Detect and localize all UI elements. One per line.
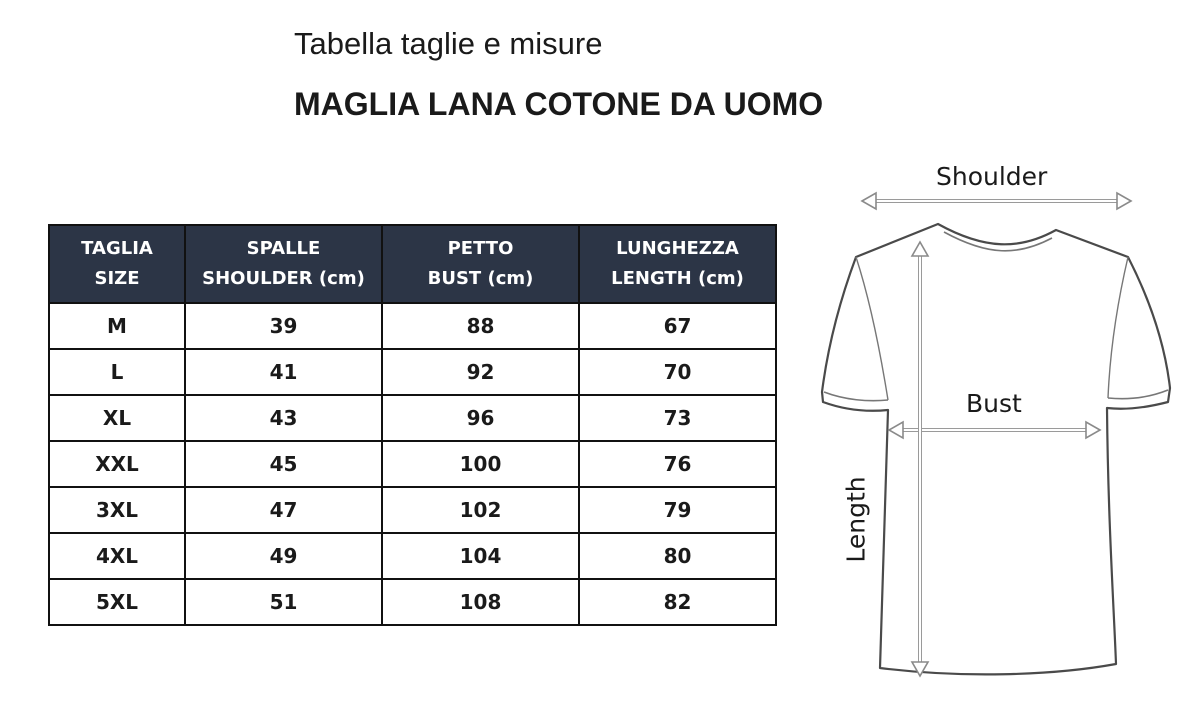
bust-label: Bust [966,389,1022,418]
cell-length: 80 [579,533,776,579]
cell-length: 73 [579,395,776,441]
size-table [48,224,777,626]
cell-shoulder: 49 [185,533,382,579]
cell-length: 70 [579,349,776,395]
table-row [49,441,776,487]
cell-shoulder: 43 [185,395,382,441]
header-bust [382,225,579,303]
cell-size: L [49,349,185,395]
table-row [49,533,776,579]
table-row [49,579,776,625]
cell-size: M [49,303,185,349]
cell-size: 3XL [49,487,185,533]
cell-length: 82 [579,579,776,625]
header-size [49,225,185,303]
length-label: Length [841,476,871,563]
header-bust-line2: BUST (cm) [427,268,534,289]
cell-length: 76 [579,441,776,487]
size-table-header-row [49,225,776,303]
table-row [49,487,776,533]
table-row [49,303,776,349]
cell-bust: 96 [382,395,579,441]
cell-bust: 88 [382,303,579,349]
cell-bust: 102 [382,487,579,533]
table-row [49,349,776,395]
cell-size: XL [49,395,185,441]
cell-size: 5XL [49,579,185,625]
header-length-line2: LENGTH (cm) [611,268,744,289]
shoulder-label: Shoulder [936,162,1048,191]
header-size-line1: TAGLIA [81,238,153,259]
header-shoulder [185,225,382,303]
header-shoulder-line1: SPALLE [246,238,321,259]
cell-size: 4XL [49,533,185,579]
cell-length: 79 [579,487,776,533]
header-shoulder-line2: SHOULDER (cm) [202,268,365,289]
cell-length: 67 [579,303,776,349]
tshirt-outline-icon [822,224,1170,674]
cell-bust: 104 [382,533,579,579]
cell-shoulder: 45 [185,441,382,487]
cell-shoulder: 47 [185,487,382,533]
cell-bust: 92 [382,349,579,395]
cell-bust: 100 [382,441,579,487]
header-size-line2: SIZE [94,268,140,289]
header-length [579,225,776,303]
cell-shoulder: 41 [185,349,382,395]
cell-size: XXL [49,441,185,487]
cell-bust: 108 [382,579,579,625]
header-length-line1: LUNGHEZZA [616,238,739,259]
table-row [49,395,776,441]
tshirt-diagram [820,150,1190,690]
cell-shoulder: 39 [185,303,382,349]
shoulder-arrow [862,193,1131,209]
page-title: Tabella taglie e misure [294,26,603,61]
cell-shoulder: 51 [185,579,382,625]
header-bust-line1: PETTO [447,238,514,259]
product-name: MAGLIA LANA COTONE DA UOMO [294,86,824,122]
